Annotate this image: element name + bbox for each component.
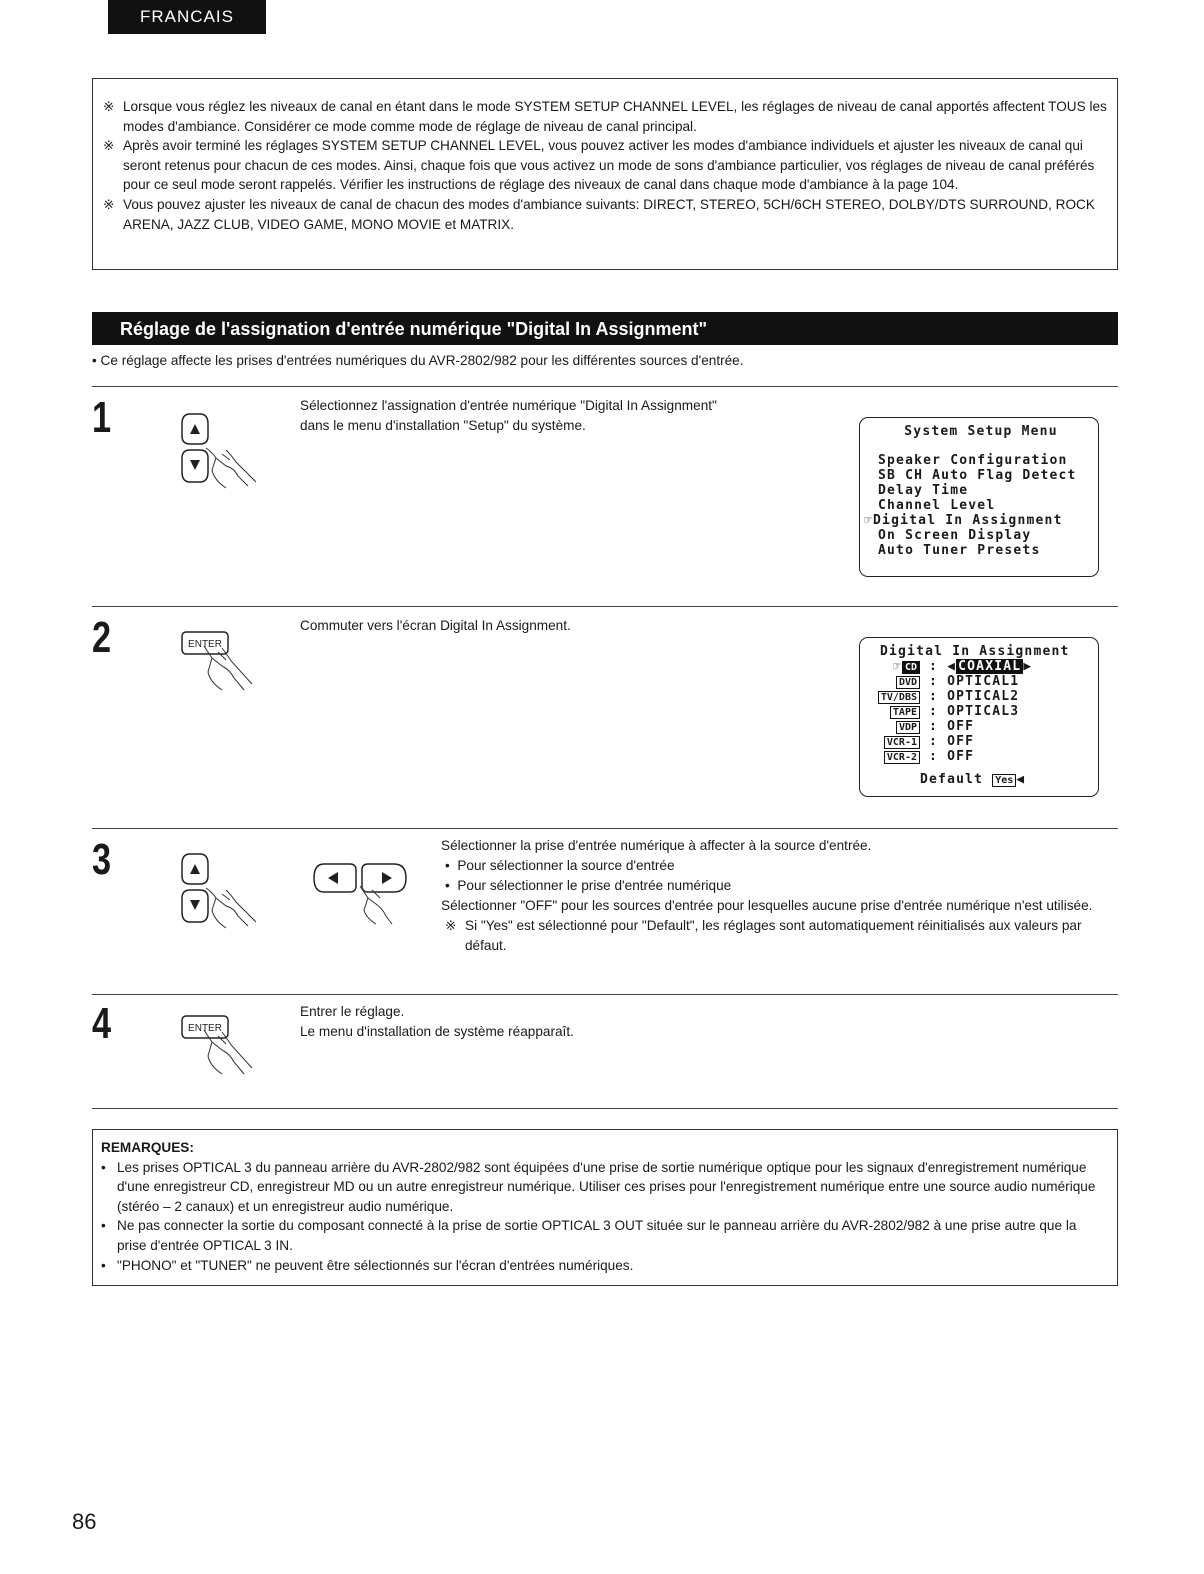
step-2-line: Commuter vers l'écran Digital In Assignment.: [300, 618, 571, 633]
intro-text: Ce réglage affecte les prises d'entrées numériques du AVR-2802/982 pour les différentes sources d'entrée.: [100, 353, 744, 368]
source-tag: TAPE: [890, 706, 920, 719]
source-value: OFF: [947, 719, 975, 734]
osd-source-row-selected: ☞ CD : ◀ COAXIAL ▶: [892, 659, 1033, 674]
enter-button-illustration: [178, 628, 268, 698]
arrow-right-icon: ▶: [1023, 659, 1033, 674]
source-value: OPTICAL1: [947, 674, 1020, 689]
up-down-buttons-illustration: [176, 850, 266, 932]
step-number-4: 4: [92, 999, 112, 1048]
down-button-icon: [182, 890, 208, 922]
language-tab: FRANCAIS: [108, 0, 266, 34]
source-value-selected: COAXIAL: [958, 659, 1022, 674]
osd-source-row: TV/DBS : OPTICAL2: [864, 689, 1098, 704]
remark-item: • Les prises OPTICAL 3 du panneau arrière du AVR-2802/982 sont équipées d'une prise de sortie numérique optique pour les signaux d'enregistrement numérique d'une enregistreur CD, enregistreur MD ou un autre enregistreur numérique. Utiliser ces prises pour l'enregistrement numérique entre une source audio numérique (stéréo – 2 canaux) et un enregistreur audio numérique.: [101, 1158, 1109, 1217]
arrow-left-icon: ◀: [1016, 772, 1026, 787]
source-tag: CD: [902, 661, 920, 674]
step-1-line: Sélectionnez l'assignation d'entrée numérique "Digital In Assignment": [300, 398, 717, 413]
osd-source-row: VDP : OFF: [864, 719, 1098, 734]
note-text: Vous pouvez ajuster les niveaux de canal de chacun des modes d'ambiance suivants: DIRECT, STEREO, 5CH/6CH STEREO, DOLBY/DTS SURROUND, ROCK ARENA, JAZZ CLUB, VIDEO GAME, MONO MOVIE et MATRIX.: [123, 196, 1095, 232]
source-value: OPTICAL2: [947, 689, 1020, 704]
remarks-heading: REMARQUES:: [101, 1140, 194, 1155]
pointing-hand-icon: ☞: [892, 659, 902, 674]
hand-pointer-icon: [206, 448, 256, 488]
step-3-bullet-text: Pour sélectionner la source d'entrée: [457, 858, 675, 873]
up-down-buttons-illustration: [176, 410, 266, 492]
osd-item: On Screen Display: [878, 528, 1032, 543]
source-tag: VDP: [896, 721, 920, 734]
step-number-2: 2: [92, 613, 112, 662]
section-title: Réglage de l'assignation d'entrée numérique "Digital In Assignment": [92, 312, 1118, 345]
up-button-icon: [182, 414, 208, 444]
note-mark: ※: [103, 138, 115, 154]
step-1-line: dans le menu d'installation "Setup" du système.: [300, 418, 586, 433]
notes-box: [92, 78, 1118, 270]
left-button-icon: [314, 864, 356, 892]
step-3-line: Sélectionner "OFF" pour les sources d'entrée pour lesquelles aucune prise d'entrée numérique n'est utilisée.: [441, 898, 1093, 913]
arrow-left-icon: ◀: [947, 659, 957, 674]
osd-title: System Setup Menu: [904, 424, 1058, 439]
note-text: Lorsque vous réglez les niveaux de canal en étant dans le mode SYSTEM SETUP CHANNEL LEVEL, les réglages de niveau de canal apportés affectent TOUS les modes d'ambiance. Considérer ce mode comme mode de réglage de niveau de canal principal.: [123, 99, 1107, 134]
default-value: Yes: [992, 774, 1016, 787]
note-item: [103, 195, 1109, 234]
up-button-icon: [182, 854, 208, 884]
osd-item: SB CH Auto Flag Detect: [878, 468, 1077, 483]
step-3-bullet: • Pour sélectionner le prise d'entrée numérique: [445, 878, 732, 893]
step-4-line: Entrer le réglage.: [300, 1004, 405, 1019]
step-2-text: [300, 616, 571, 636]
section-intro: • Ce réglage affecte les prises d'entrées numériques du AVR-2802/982 pour les différentes sources d'entrée.: [92, 353, 744, 368]
step-number-1: 1: [92, 393, 112, 442]
osd-item: Channel Level: [878, 498, 996, 513]
default-label: Default: [920, 772, 984, 787]
osd-source-row: VCR-2 : OFF: [864, 749, 1098, 764]
step-divider: [92, 606, 1118, 607]
osd-source-row: VCR-1 : OFF: [864, 734, 1098, 749]
step-3-text: [441, 836, 1121, 956]
system-setup-menu-screen: [859, 417, 1099, 577]
source-value: OFF: [947, 734, 975, 749]
note-item: [103, 136, 1109, 195]
step-3-bullet: • Pour sélectionner la source d'entrée: [445, 858, 675, 873]
source-value: OFF: [947, 749, 975, 764]
step-3-bullet-text: Pour sélectionner le prise d'entrée numérique: [457, 878, 732, 893]
osd-default-row: [864, 772, 1098, 787]
enter-button-label: ENTER: [188, 639, 222, 650]
hand-pointer-icon: [206, 888, 256, 928]
step-3-line: Sélectionner la prise d'entrée numérique à affecter à la source d'entrée.: [441, 838, 872, 853]
source-value: OPTICAL3: [947, 704, 1020, 719]
step-divider: [92, 386, 1118, 387]
note-mark: ※: [103, 196, 115, 212]
step-3-note: [441, 916, 1121, 956]
source-tag: DVD: [896, 676, 920, 689]
note-mark: ※: [103, 99, 115, 114]
enter-button-label: ENTER: [188, 1023, 222, 1034]
osd-item-selected: [864, 513, 1098, 528]
note-mark: ※: [445, 918, 457, 933]
remarks-box: [92, 1129, 1118, 1286]
step-3-note-text: Si "Yes" est sélectionné pour "Default", les réglages sont automatiquement réinitialisés aux valeurs par défaut.: [465, 918, 1082, 953]
remark-text: "PHONO" et "TUNER" ne peuvent être sélectionnés sur l'écran d'entrées numériques.: [117, 1257, 634, 1273]
remark-text: Ne pas connecter la sortie du composant connecté à la prise de sortie OPTICAL 3 OUT située sur le panneau arrière du AVR-2802/982 à une prise autre que la prise d'entrée OPTICAL 3 IN.: [117, 1218, 1077, 1253]
remark-item: • "PHONO" et "TUNER" ne peuvent être sélectionnés sur l'écran d'entrées numériques.: [101, 1256, 1109, 1276]
page-number: 86: [72, 1509, 97, 1534]
right-button-icon: [362, 864, 406, 892]
note-item: [103, 97, 1109, 136]
source-tag: VCR-2: [884, 751, 920, 764]
step-4-line: Le menu d'installation de système réapparaît.: [300, 1024, 574, 1039]
pointing-hand-icon: ☞: [864, 513, 874, 528]
step-divider: [92, 994, 1118, 995]
osd-item: Speaker Configuration: [878, 453, 1068, 468]
osd-source-row: TAPE : OPTICAL3: [864, 704, 1098, 719]
osd-title: Digital In Assignment: [880, 644, 1070, 659]
step-number-3: 3: [92, 835, 112, 884]
osd-source-row: DVD : OPTICAL1: [864, 674, 1098, 689]
digital-in-assignment-screen: [859, 637, 1099, 797]
note-text: Après avoir terminé les réglages SYSTEM SETUP CHANNEL LEVEL, vous pouvez activer les modes d'ambiance individuels et ajuster les niveaux de canal qui seront retenus pour chacun de ces modes. Ainsi, chaque fois que vous activez un mode de sons d'ambiance particulier, vos réglages de niveau de canal préférés pour ce seul mode seront rappelés. Vérifier les instructions de réglage des niveaux de canal dans chaque mode d'ambiance à la page 104.: [123, 138, 1095, 193]
left-right-buttons-illustration: [310, 858, 420, 928]
source-tag: VCR-1: [884, 736, 920, 749]
step-divider: [92, 828, 1118, 829]
osd-item-label: Digital In Assignment: [873, 513, 1063, 528]
step-1-text: [300, 396, 717, 436]
remark-text: Les prises OPTICAL 3 du panneau arrière du AVR-2802/982 sont équipées d'une prise de sortie numérique optique pour les signaux d'enregistrement numérique d'une enregistreur CD, enregistreur MD ou un autre enregistreur numérique. Utiliser ces prises pour l'enregistrement numérique entre une source audio numérique (stéréo – 2 canaux) et un enregistreur audio numérique.: [117, 1159, 1096, 1214]
source-tag: TV/DBS: [878, 691, 920, 704]
remark-item: • Ne pas connecter la sortie du composant connecté à la prise de sortie OPTICAL 3 OUT située sur le panneau arrière du AVR-2802/982 à une prise autre que la prise d'entrée OPTICAL 3 IN.: [101, 1216, 1109, 1255]
down-button-icon: [182, 450, 208, 482]
osd-item: Auto Tuner Presets: [878, 543, 1041, 558]
osd-item: Delay Time: [878, 483, 969, 498]
step-divider: [92, 1108, 1118, 1109]
enter-button-illustration: [178, 1012, 268, 1082]
step-4-text: [300, 1002, 574, 1042]
